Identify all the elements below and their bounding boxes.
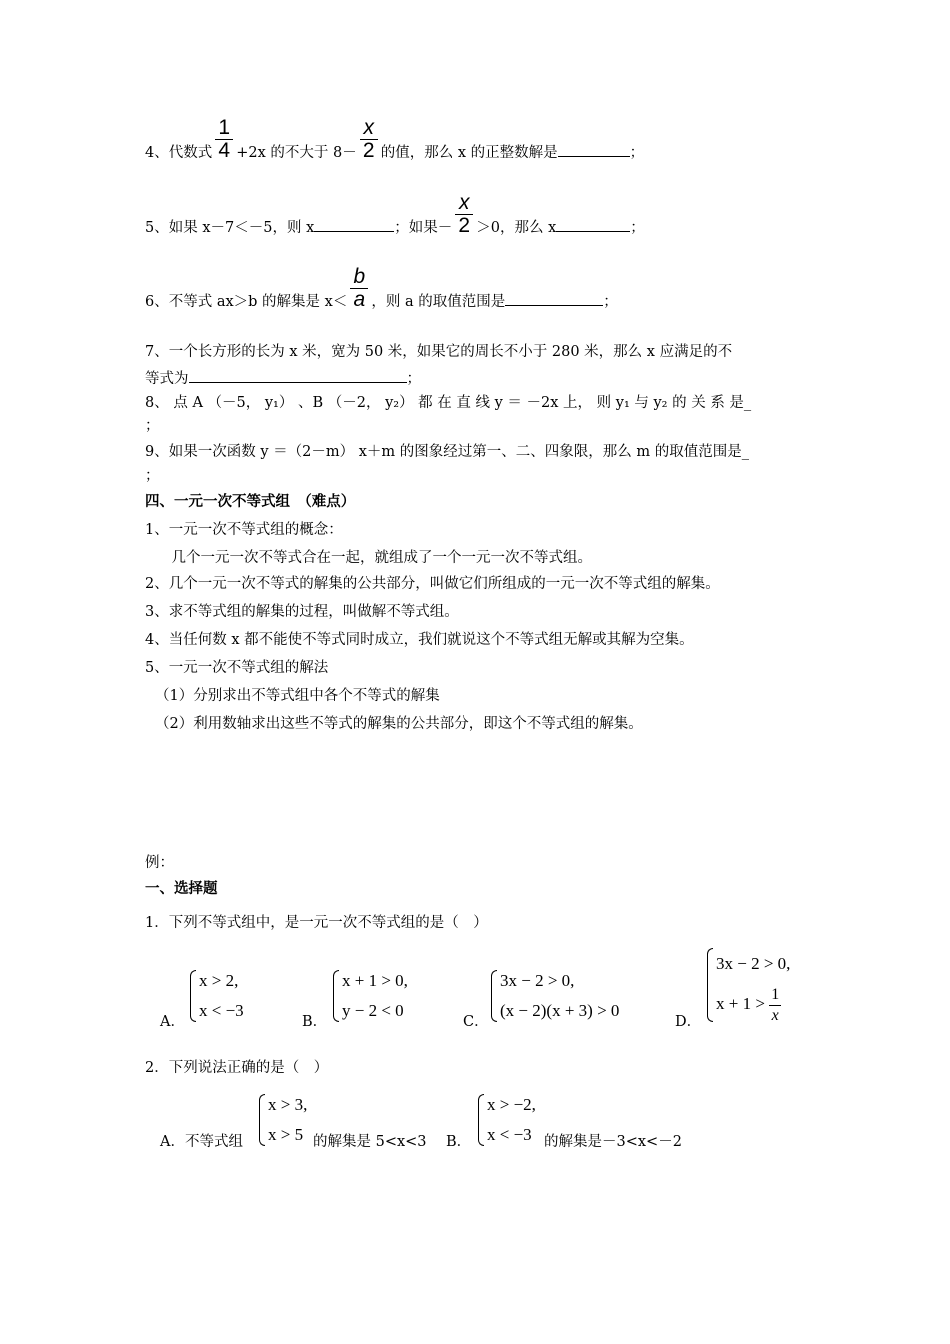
equation: x > 5 bbox=[268, 1125, 304, 1144]
option-a-suffix: 的解集是 5<x<3 bbox=[313, 1134, 427, 1150]
text: 6、不等式 ax＞b 的解集是 x＜ bbox=[145, 294, 348, 310]
numerator: 1 bbox=[769, 985, 781, 1006]
numerator: x bbox=[455, 192, 473, 215]
section-item: 3、求不等式组的解集的过程，叫做解不等式组。 bbox=[145, 604, 459, 620]
question-8-line-1: 8、 点 A （－5， y₁） 、B （－2， y₂） 都 在 直 线 y ＝ －2x 上， 则 y₁ 与 y₂ 的 关 系 是_ bbox=[145, 395, 752, 411]
equation: x + 1 > 0, bbox=[342, 971, 408, 990]
text: 5、如果 x－7＜－5，则 x bbox=[145, 220, 315, 236]
option-a-system bbox=[190, 966, 244, 1026]
denominator: 2 bbox=[458, 214, 471, 237]
section-item: 1、一元一次不等式组的概念： bbox=[145, 522, 343, 538]
text: x + 1 > bbox=[716, 994, 765, 1013]
denominator: 2 bbox=[362, 139, 375, 162]
fraction-b-over-a bbox=[350, 266, 368, 311]
question-6 bbox=[145, 266, 618, 312]
question-9-line-2: ； bbox=[145, 468, 160, 484]
text: ，则 a 的取值范围是 bbox=[371, 294, 506, 310]
text: 的值，那么 x 的正整数解是 bbox=[380, 145, 558, 161]
equation: x > −2, bbox=[487, 1095, 536, 1114]
equation: 3x − 2 > 0, bbox=[500, 971, 575, 990]
question-5 bbox=[145, 192, 645, 238]
question-7-line-1: 7、一个长方形的长为 x 米，宽为 50 米，如果它的周长不小于 280 米，那么 x 应满足的不 bbox=[145, 344, 733, 360]
question-7-line-2 bbox=[145, 368, 421, 389]
fraction-one-quarter bbox=[215, 117, 233, 162]
answer-blank[interactable] bbox=[189, 368, 407, 383]
answer-blank[interactable] bbox=[314, 217, 394, 232]
equation: (x − 2)(x + 3) > 0 bbox=[500, 1001, 620, 1020]
option-a-label: A．不等式组 bbox=[160, 1134, 243, 1150]
option-b-label: B． bbox=[302, 1014, 328, 1030]
text: ＞0，那么 x bbox=[476, 220, 557, 236]
option-c-system bbox=[491, 966, 619, 1026]
section-item: （1）分别求出不等式组中各个不等式的解集 bbox=[155, 688, 440, 704]
numerator: x bbox=[360, 117, 378, 140]
problem-2-question: 2．下列说法正确的是（ ） bbox=[145, 1060, 329, 1076]
denominator: x bbox=[771, 1006, 779, 1024]
text: ； bbox=[406, 371, 421, 387]
question-8-line-2: ； bbox=[145, 418, 160, 434]
equation: y − 2 < 0 bbox=[342, 1001, 404, 1020]
question-4 bbox=[145, 117, 644, 163]
numerator: b bbox=[350, 266, 368, 289]
text: 等式为 bbox=[145, 371, 189, 387]
question-9-line-1: 9、如果一次函数 y ＝（2－m） x＋m 的图象经过第一、二、四象限，那么 m 的取值范围是_ bbox=[145, 444, 749, 460]
option-a-label: A． bbox=[160, 1014, 185, 1030]
option-a-system bbox=[259, 1090, 307, 1150]
section-item: 2、几个一元一次不等式的解集的公共部分，叫做它们所组成的一元一次不等式组的解集。 bbox=[145, 576, 720, 592]
text: ； bbox=[629, 145, 645, 161]
option-b-label: B． bbox=[446, 1134, 472, 1150]
option-d-label: D． bbox=[675, 1014, 702, 1030]
text: ；如果－ bbox=[394, 220, 453, 236]
equation: x > 2, bbox=[199, 971, 239, 990]
fraction-x-over-2 bbox=[360, 117, 378, 162]
text: ； bbox=[603, 294, 618, 310]
equation bbox=[716, 984, 790, 1026]
denominator: a bbox=[353, 288, 366, 311]
section-item: 几个一元一次不等式合在一起，就组成了一个一元一次不等式组。 bbox=[157, 550, 592, 566]
equation: x > 3, bbox=[268, 1095, 308, 1114]
option-b-suffix: 的解集是－3<x<－2 bbox=[544, 1134, 682, 1150]
example-label: 例： bbox=[145, 855, 174, 871]
section-item: 5、一元一次不等式组的解法 bbox=[145, 660, 329, 676]
section-item: 4、当任何数 x 都不能使不等式同时成立，我们就说这个不等式组无解或其解为空集。 bbox=[145, 632, 694, 648]
example-heading: 一、选择题 bbox=[145, 881, 218, 897]
option-b-system bbox=[478, 1090, 536, 1150]
option-b-system bbox=[333, 966, 408, 1026]
fraction-x-over-2 bbox=[455, 192, 473, 237]
equation: x < −3 bbox=[487, 1125, 532, 1144]
answer-blank[interactable] bbox=[556, 217, 630, 232]
section-item: （2）利用数轴求出这些不等式的解集的公共部分，即这个不等式组的解集。 bbox=[155, 716, 643, 732]
option-c-label: C． bbox=[463, 1014, 489, 1030]
text: 4、代数式 bbox=[145, 145, 213, 161]
numerator: 1 bbox=[215, 117, 233, 140]
option-d-system bbox=[707, 944, 790, 1026]
equation: x < −3 bbox=[199, 1001, 244, 1020]
answer-blank[interactable] bbox=[558, 142, 630, 157]
problem-1-question: 1．下列不等式组中，是一元一次不等式组的是（ ） bbox=[145, 915, 488, 931]
text: +2x 的不大于 8－ bbox=[236, 145, 357, 161]
answer-blank[interactable] bbox=[505, 291, 603, 306]
section-heading: 四、一元一次不等式组 （难点） bbox=[145, 494, 356, 510]
equation: 3x − 2 > 0, bbox=[716, 954, 791, 973]
denominator: 4 bbox=[218, 139, 231, 162]
text: ； bbox=[630, 220, 645, 236]
